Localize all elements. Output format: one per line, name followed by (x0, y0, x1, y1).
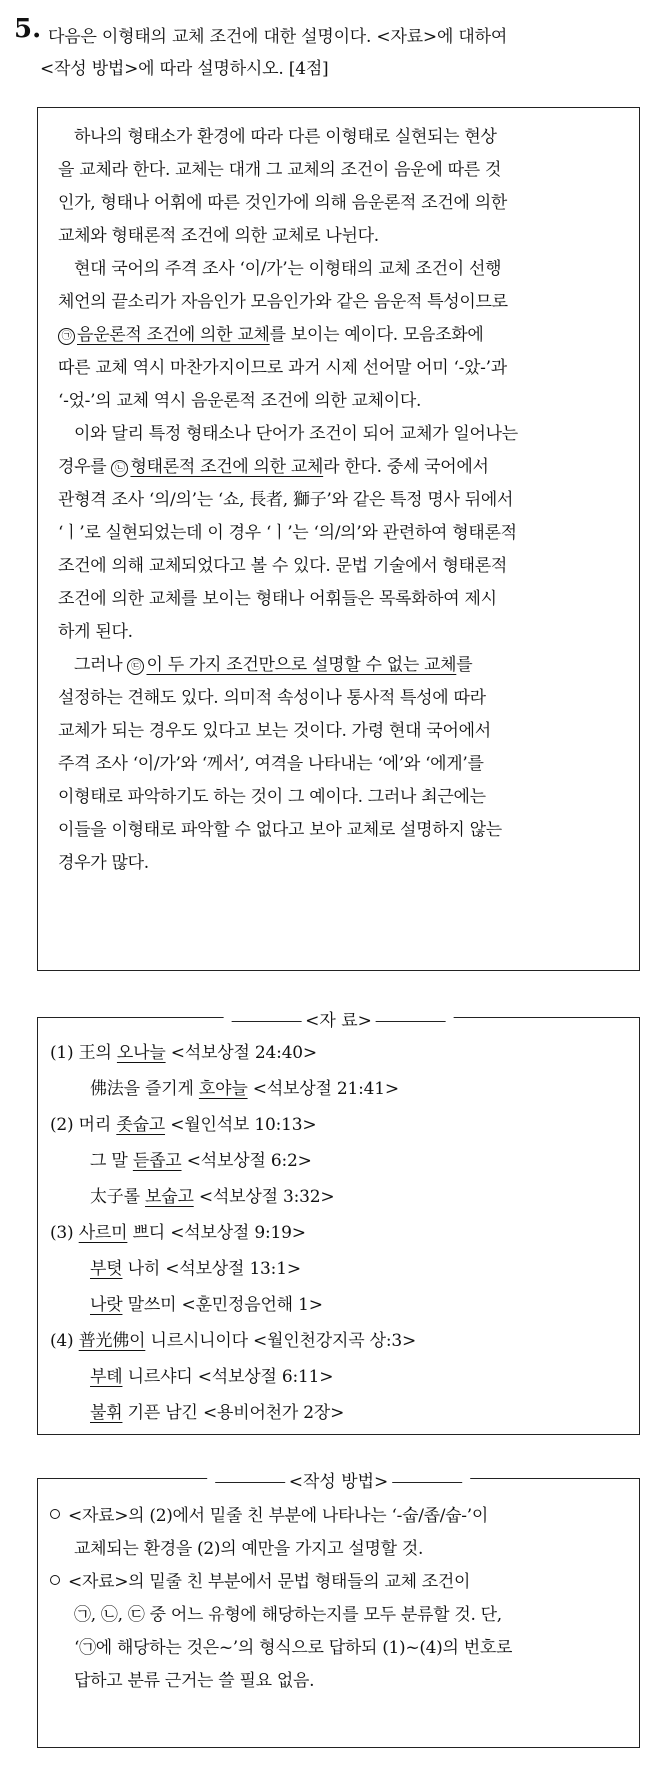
question-number: 5. (14, 14, 42, 44)
material-text: (2) 머리 (50, 1115, 117, 1135)
material-text: 니르시니이다 <월인천강지곡 상:3> (145, 1331, 417, 1351)
material-text: 쁘디 <석보상절 9:19> (127, 1223, 306, 1243)
method-box (37, 1472, 640, 1748)
material-text: (3) (50, 1223, 79, 1243)
underlined-term-a: 음운론적 조건에 의한 교체 (77, 325, 270, 345)
divider (376, 1021, 446, 1022)
material-underlined: 普光佛이 (78, 1331, 146, 1351)
passage-line: 하게 된다. (58, 622, 133, 642)
method-title-text: <작성 방법> (288, 1472, 389, 1492)
passage-line: 체언의 끝소리가 자음인가 모음인가와 같은 음운적 특성이므로 (58, 292, 508, 312)
material-item (90, 1290, 323, 1315)
material-underlined: 좃숩고 (116, 1115, 166, 1135)
method-line: 교체되는 환경을 (2)의 예만을 가지고 설명할 것. (74, 1539, 424, 1559)
material-text: (4) (50, 1331, 79, 1351)
passage-line: 설정하는 견해도 있다. 의미적 속성이나 통사적 특성에 따라 (58, 688, 486, 708)
marker-digeut: ㉢ (127, 658, 144, 675)
material-underlined: 오나늘 (116, 1043, 166, 1063)
material-item (50, 1038, 317, 1063)
material-underlined: 불휘 (90, 1403, 123, 1423)
passage-line: 이형태로 파악하기도 하는 것이 그 예이다. 그러나 최근에는 (58, 787, 486, 807)
passage-line: 을 교체라 한다. 교체는 대개 그 교체의 조건이 음운에 따른 것 (58, 160, 502, 180)
method-line: ‘㉠에 해당하는 것은~’의 형식으로 답하되 (1)~(4)의 번호로 (74, 1638, 513, 1658)
material-text: (1) 王의 (50, 1043, 117, 1063)
passage-line: 이들을 이형태로 파악할 수 없다고 보아 교체로 설명하지 않는 (58, 820, 502, 840)
material-text: 말쓰미 <훈민정음언해 1> (122, 1295, 323, 1315)
material-item (90, 1254, 301, 1279)
passage-line (74, 650, 621, 675)
material-text: 太子롤 (90, 1187, 146, 1207)
material-underlined: 호야늘 (198, 1079, 248, 1099)
material-item (50, 1218, 306, 1243)
material-title (223, 1006, 454, 1031)
material-item (50, 1110, 316, 1135)
material-item (50, 1326, 416, 1351)
passage-line: 조건에 의한 교체를 보이는 형태나 어휘들은 목록화하여 제시 (58, 589, 497, 609)
material-underlined: 나랏 (90, 1295, 123, 1315)
passage-line: 교체가 되는 경우도 있다고 보는 것이다. 가령 현대 국어에서 (58, 721, 491, 741)
divider (215, 1482, 285, 1483)
passage-text: 를 보이는 예이다. 모음조화에 (269, 325, 484, 345)
material-text: 佛法을 즐기게 (90, 1079, 199, 1099)
material-underlined: 부텻 (90, 1259, 123, 1279)
passage-line: ‘-었-’의 교체 역시 음운론적 조건에 의한 교체이다. (58, 391, 422, 411)
passage-line: 교체와 형태론적 조건에 의한 교체로 나뉜다. (58, 226, 379, 246)
circle-bullet-icon (50, 1575, 60, 1585)
underlined-term-c: 이 두 가지 조건만으로 설명할 수 없는 교체 (146, 655, 457, 675)
material-text: <월인석보 10:13> (165, 1115, 317, 1135)
passage-line: 하나의 형태소가 환경에 따라 다른 이형태로 실현되는 현상 (74, 127, 497, 147)
material-item (90, 1182, 334, 1207)
material-box (37, 1011, 640, 1435)
marker-nieun: ㉡ (111, 460, 128, 477)
passage-line (58, 452, 621, 477)
method-line: 답하고 분류 근거는 쓸 필요 없음. (74, 1671, 315, 1691)
circle-bullet-icon (50, 1509, 60, 1519)
method-line: ㉠, ㉡, ㉢ 중 어느 유형에 해당하는지를 모두 분류할 것. 단, (74, 1605, 502, 1625)
method-bullet-2 (50, 1567, 470, 1592)
passage-line: 관형격 조사 ‘의/의’는 ‘쇼, 長者, 獅子’와 같은 특정 명사 뒤에서 (58, 490, 514, 510)
material-item (90, 1362, 333, 1387)
method-title (207, 1467, 471, 1492)
material-underlined: 부톄 (90, 1367, 123, 1387)
question-prompt-line-2: <작성 방법>에 따라 설명하시오. [4점] (40, 59, 329, 79)
passage-text: 경우를 (58, 457, 112, 477)
material-text: <석보상절 24:40> (165, 1043, 317, 1063)
method-text: <자료>의 (2)에서 밑줄 친 부분에 나타나는 ‘-숩/좁/숩-’이 (68, 1506, 488, 1526)
method-bullet-1 (50, 1501, 488, 1526)
material-text: 나히 <석보상절 13:1> (122, 1259, 301, 1279)
material-text: <석보상절 21:41> (247, 1079, 399, 1099)
underlined-term-b: 형태론적 조건에 의한 교체 (130, 457, 324, 477)
passage-line: 인가, 형태나 어휘에 따른 것인가에 의해 음운론적 조건에 의한 (58, 193, 507, 213)
material-title-text: <자 료> (305, 1011, 372, 1031)
material-underlined: 듣좁고 (132, 1151, 182, 1171)
passage-line: 현대 국어의 주격 조사 ‘이/가’는 이형태의 교체 조건이 선행 (74, 259, 502, 279)
passage-line: 조건에 의해 교체되었다고 볼 수 있다. 문법 기술에서 형태론적 (58, 556, 507, 576)
material-item (90, 1398, 344, 1423)
passage-line: 주격 조사 ‘이/가’와 ‘께서’, 여격을 나타내는 ‘에’와 ‘에게’를 (58, 754, 484, 774)
passage-line: 경우가 많다. (58, 853, 149, 873)
material-underlined: 보숩고 (145, 1187, 194, 1207)
material-text: 그 말 (90, 1151, 133, 1171)
material-text: 기픈 남긴 <용비어천가 2장> (122, 1403, 345, 1423)
passage-line (58, 320, 621, 345)
passage-line: 이와 달리 특정 형태소나 단어가 조건이 되어 교체가 일어나는 (74, 424, 518, 444)
material-text: <석보상절 6:2> (181, 1151, 312, 1171)
divider (392, 1482, 462, 1483)
material-text: 니르샤디 <석보상절 6:11> (122, 1367, 334, 1387)
passage-line: 따른 교체 역시 마찬가지이므로 과거 시제 선어말 어미 ‘-았-’과 (58, 358, 507, 378)
passage-text: 그러나 (74, 655, 128, 675)
passage-box (37, 107, 640, 971)
material-text: <석보상절 3:32> (193, 1187, 335, 1207)
material-underlined: 사르미 (78, 1223, 128, 1243)
method-text: <자료>의 밑줄 친 부분에서 문법 형태들의 교체 조건이 (68, 1572, 471, 1592)
material-item (90, 1074, 399, 1099)
question-prompt-line-1: 다음은 이형태의 교체 조건에 대한 설명이다. <자료>에 대하여 (48, 27, 508, 47)
divider (231, 1021, 301, 1022)
passage-line: ‘ㅣ’로 실현되었는데 이 경우 ‘ㅣ’는 ‘의/의’와 관련하여 형태론적 (58, 523, 517, 543)
passage-text: 를 (456, 655, 473, 675)
passage-text: 라 한다. 중세 국어에서 (323, 457, 489, 477)
material-item (90, 1146, 312, 1171)
marker-giyeok: ㉠ (58, 328, 75, 345)
